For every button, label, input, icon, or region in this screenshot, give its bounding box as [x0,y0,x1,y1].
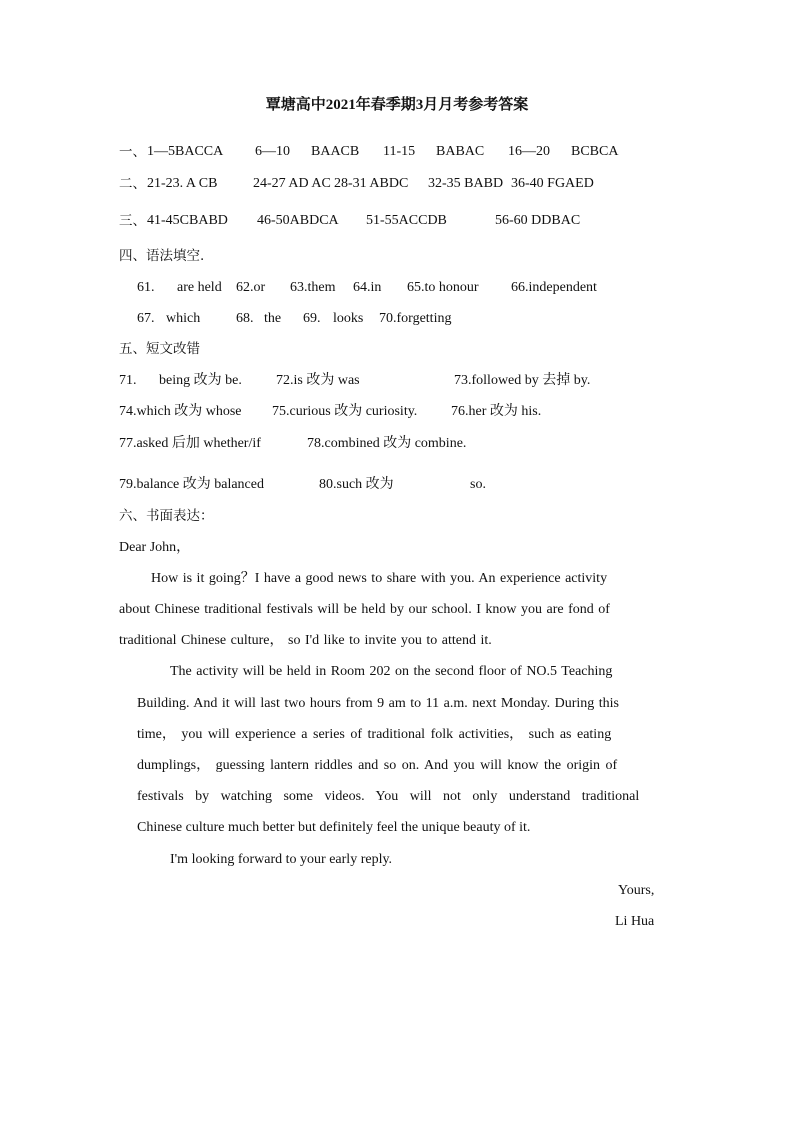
answer: 63.them [290,280,336,295]
answer: 64.in [353,280,382,295]
section2-label: 二、 [119,176,146,192]
section5-label: 五、短文改错 [119,341,200,357]
answer: 66.independent [511,280,597,295]
answer: 6—10 [255,144,290,159]
answer: looks [333,311,364,326]
answer: 28-31 ABDC [334,176,409,191]
answer: 56-60 DDBAC [495,213,581,228]
section1-label: 一、 [119,144,146,160]
answer: are held [177,280,222,295]
answer: so. [470,477,486,492]
letter-line: about Chinese traditional festivals will be held by our school. I know you are fond of [119,602,610,617]
answer: 32-35 BABD [428,176,504,191]
letter-line: festivals by watching some videos. You will not only understand traditional [137,789,640,804]
answer: 76.her 改为 his. [451,404,542,419]
letter-line: traditional Chinese culture， so I'd like to invite you to attend it. [119,633,492,648]
answer: 75.curious 改为 curiosity. [272,404,418,419]
answer: 62.or [236,280,266,295]
page-title: 覃塘高中2021年春季期3月月考参考答案 [265,97,529,113]
letter-line: I'm looking forward to your early reply. [170,852,393,867]
answer: being 改为 be. [159,373,242,388]
answer: 61. [137,280,155,295]
answer: 73.followed by 去掉 by. [454,373,591,388]
answer: 67. [137,311,155,326]
answer: which [166,311,201,326]
letter-line: How is it going？I have a good news to share with you. An experience activity [151,571,608,586]
letter-closing: Yours, [618,883,655,898]
section3-label: 三、 [119,213,146,229]
letter-line: Building. And it will last two hours from 9 am to 11 a.m. next Monday. During this [137,696,619,711]
letter-line: dumplings， guessing lantern riddles and so on. And you will know the origin of [137,758,618,773]
section4-label: 四、语法填空. [119,248,205,264]
answer: BABAC [436,144,485,159]
answer: 16—20 [508,144,550,159]
answer: 69. [303,311,321,326]
answer: 1—5BACCA [147,144,224,159]
answer: 79.balance 改为 balanced [119,477,264,492]
answer: 77.asked 后加 whether/if [119,436,261,451]
answer: the [264,311,282,326]
letter-greeting: Dear John， [119,540,191,555]
answer: 21-23. A CB [147,176,218,191]
answer: 74.which 改为 whose [119,404,242,419]
letter-line: time， you will experience a series of traditional folk activities， such as eating [137,727,612,742]
answer: 51-55ACCDB [366,213,447,228]
answer: 24-27 AD AC [253,176,331,191]
letter-line: The activity will be held in Room 202 on the second floor of NO.5 Teaching [170,664,613,679]
answer: BAACB [311,144,360,159]
letter-line: Chinese culture much better but definitely feel the unique beauty of it. [137,820,531,835]
answer: 36-40 FGAED [511,176,594,191]
answer: 11-15 [383,144,416,159]
answer: 68. [236,311,254,326]
answer: 72.is 改为 was [276,373,360,388]
answer: 70.forgetting [379,311,452,326]
answer: 80.such 改为 [319,477,394,492]
answer: 65.to honour [407,280,479,295]
answer: 71. [119,373,137,388]
letter-signature: Li Hua [615,914,655,929]
answer: 78.combined 改为 combine. [307,436,467,451]
section6-label: 六、书面表达： [119,508,214,524]
answer: BCBCA [571,144,619,159]
answer: 46-50ABDCA [257,213,339,228]
answer: 41-45CBABD [147,213,228,228]
